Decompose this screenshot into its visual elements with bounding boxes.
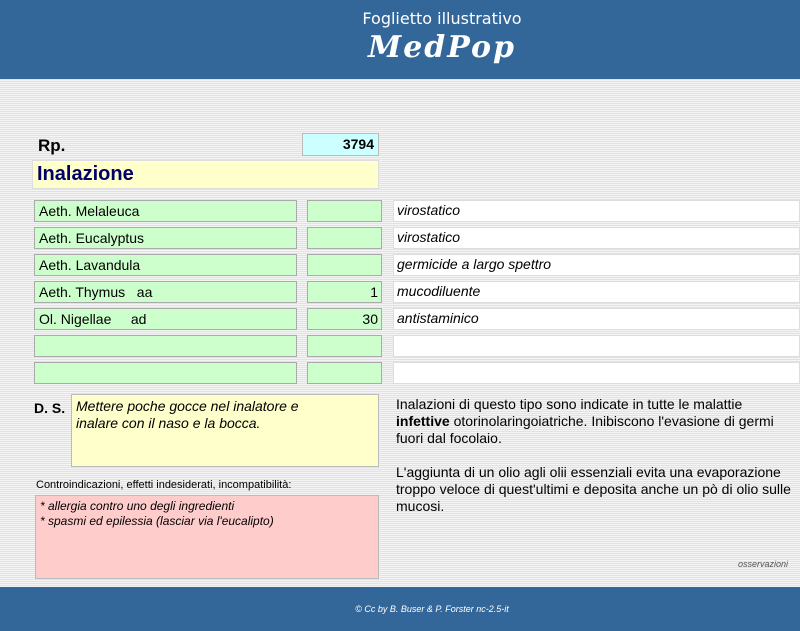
info-text-part: otorinolaringoiatriche. Inibiscono l'evasione di germi fuori dal focolaio. xyxy=(396,413,774,446)
ingredient-quantity-field[interactable] xyxy=(307,254,382,276)
info-text-part: Inalazioni di questo tipo sono indicate in tutte le malattie xyxy=(396,396,743,412)
ingredient-quantity-field[interactable] xyxy=(307,227,382,249)
info-text-bold: infettive xyxy=(396,413,450,429)
ingredient-name-field[interactable]: Aeth. Lavandula xyxy=(34,254,297,276)
ingredient-effect-field[interactable] xyxy=(393,362,800,384)
observations-text xyxy=(396,396,796,532)
info-paragraph: L'aggiunta di un olio agli olii essenziali evita una evaporazione troppo veloce di quest'ultimi e deposita anche un pò di olio sulle mucosi. xyxy=(396,464,791,514)
ingredient-effect-field[interactable]: mucodiluente xyxy=(393,281,800,303)
ingredient-effect-field[interactable]: virostatico xyxy=(393,227,800,249)
dosage-line: Mettere poche gocce nel inalatore e xyxy=(76,398,299,414)
ingredient-name-field[interactable]: Aeth. Eucalyptus xyxy=(34,227,297,249)
dosage-instructions-field[interactable] xyxy=(71,394,379,467)
app-header xyxy=(0,0,800,79)
ingredient-name-field[interactable] xyxy=(34,362,297,384)
ingredient-quantity-field[interactable] xyxy=(307,335,382,357)
contraindication-line: * allergia contro uno degli ingredienti xyxy=(40,499,235,513)
app-footer xyxy=(0,587,800,631)
copyright-text: © Cc by B. Buser & P. Forster nc-2.5-it xyxy=(355,604,509,614)
ingredient-quantity-field[interactable] xyxy=(307,362,382,384)
ingredient-effect-field[interactable]: virostatico xyxy=(393,200,800,222)
ingredient-effect-field[interactable] xyxy=(393,335,800,357)
header-title: Foglietto illustrativo xyxy=(362,9,522,28)
ingredient-name-field[interactable]: Ol. Nigellae ad xyxy=(34,308,297,330)
observations-label: osservazioni xyxy=(738,559,789,569)
ingredient-effect-field[interactable]: antistaminico xyxy=(393,308,800,330)
ingredient-effect-field[interactable]: germicide a largo spettro xyxy=(393,254,800,276)
contraindications-label: Controindicazioni, effetti indesiderati, incompatibilità: xyxy=(36,479,292,491)
ingredient-name-field[interactable]: Aeth. Thymus aa xyxy=(34,281,297,303)
contraindications-field[interactable] xyxy=(35,495,379,579)
contraindication-line: * spasmi ed epilessia (lasciar via l'eucalipto) xyxy=(40,514,274,528)
rp-label: Rp. xyxy=(38,136,66,155)
ds-label: D. S. xyxy=(34,400,66,416)
rp-number-field[interactable]: 3794 xyxy=(302,133,379,156)
ingredient-quantity-field[interactable]: 1 xyxy=(307,281,382,303)
medpop-logo: MedPop xyxy=(367,30,516,65)
dosage-line: inalare con il naso e la bocca. xyxy=(76,415,261,431)
ingredient-quantity-field[interactable]: 30 xyxy=(307,308,382,330)
ingredient-name-field[interactable]: Aeth. Melaleuca xyxy=(34,200,297,222)
prescription-title-field[interactable]: Inalazione xyxy=(32,160,379,189)
ingredient-quantity-field[interactable] xyxy=(307,200,382,222)
ingredient-name-field[interactable] xyxy=(34,335,297,357)
